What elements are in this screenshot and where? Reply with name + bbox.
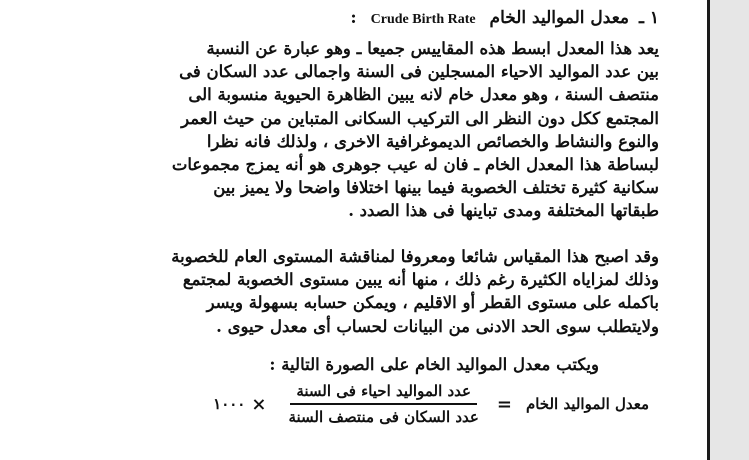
equals-sign: = <box>496 393 512 415</box>
formula-lhs: معدل المواليد الخام <box>525 395 649 413</box>
text-line: منتصف السنة ، وهو معدل خام لانه يبين الظاهرة الحيوية منسوبة الى <box>188 85 659 105</box>
text-line: بين عدد المواليد الاحياء المسجلين فى السنة واجمالى عدد السكان فى <box>179 62 659 82</box>
text-line: ولايتطلب سوى الحد الادنى من البيانات لحساب أى معدل حيوى . <box>216 316 659 336</box>
paragraph-definition <box>99 37 659 223</box>
text-line: وذلك لمزاياه الكثيرة رغم ذلك ، منها أنه يبين مستوى الخصوبة لمجتمع <box>182 270 659 290</box>
text-line: والنوع والنشاط والخصائص الديموغرافية الاخرى ، ولذلك فانه نظرا <box>206 131 659 151</box>
formula-fraction <box>282 382 484 426</box>
fraction-denominator: عدد السكان فى منتصف السنة <box>288 408 479 426</box>
scan-margin-edge <box>707 0 749 460</box>
heading-colon: : <box>350 8 357 28</box>
multiplier-factor: ١٠٠٠ <box>213 395 246 413</box>
text-line: المجتمع ككل دون النظر الى التركيب السكانى المتباين من حيث العمر <box>181 108 659 128</box>
text-line: وقد اصبح هذا المقياس شائعا ومعروفا لمناقشة المستوى العام للخصوبة <box>171 247 659 266</box>
text-line: لبساطة هذا المعدل الخام ـ فان له عيب جوهرى هو أنه يمزج مجموعات <box>171 154 659 174</box>
fraction-numerator: عدد المواليد احياء فى السنة <box>290 382 477 405</box>
section-title-arabic: معدل المواليد الخام <box>489 8 630 28</box>
formula-intro: ويكتب معدل المواليد الخام على الصورة التالية : <box>269 355 599 374</box>
paragraph-advantages <box>99 245 659 338</box>
section-heading <box>350 8 659 28</box>
multiply-sign: × <box>251 393 267 415</box>
section-number: ١ ـ <box>638 8 659 28</box>
text-line: باكمله على مستوى القطر أو الاقليم ، ويمكن حسابه بسهولة ويسر <box>206 293 659 313</box>
crude-birth-rate-formula <box>213 382 649 426</box>
text-line: سكانية كثيرة تختلف الخصوبة فيما بينها اختلافا واضحا ولا يميز بين <box>213 178 659 198</box>
text-line: طبقاتها المختلفة ومدى تباينها فى هذا الصدد . <box>348 201 659 221</box>
text-line: يعد هذا المعدل ابسط هذه المقاييس جميعا ـ وهو عبارة عن النسبة <box>206 39 659 58</box>
section-title-english: Crude Birth Rate <box>370 12 476 27</box>
